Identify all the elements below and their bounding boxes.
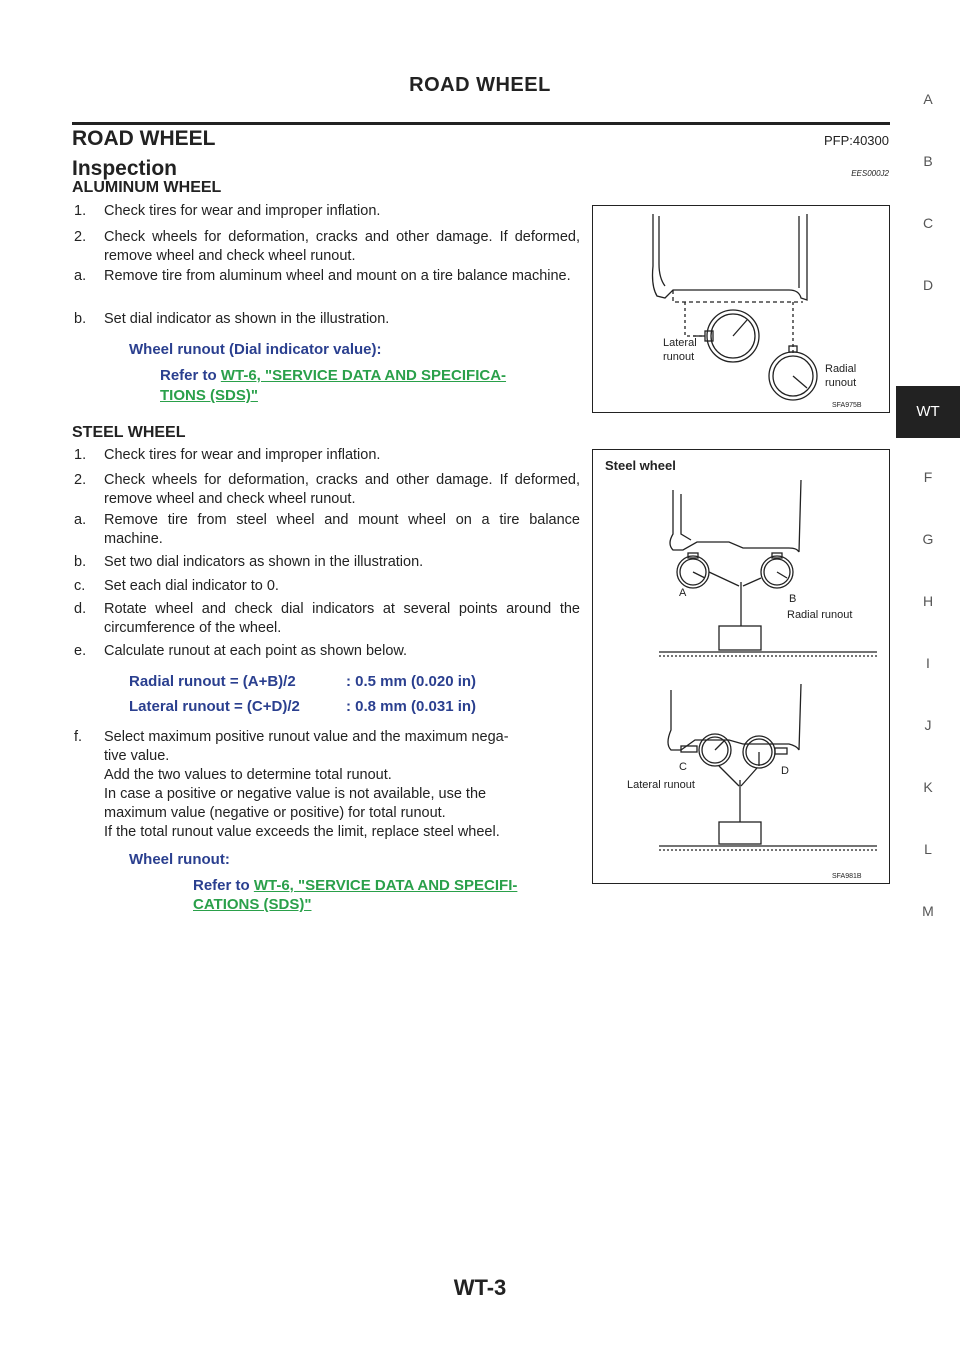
steel-step (74, 471, 582, 509)
step-label: b. (74, 311, 87, 327)
step-label: e. (74, 643, 87, 659)
index-tab-m[interactable]: M (922, 903, 934, 919)
step-label: b. (74, 554, 87, 570)
step-label: c. (74, 578, 86, 594)
step-text: Check wheels for deformation, cracks and other damage. If deformed, remove wheel and check wheel runout. (104, 229, 580, 264)
step-label: 1. (74, 447, 87, 463)
label-d: D (781, 765, 789, 777)
header-rule (72, 122, 890, 125)
index-tab-k[interactable]: K (923, 779, 933, 795)
step-f-line: If the total runout value exceeds the limit, replace steel wheel. (104, 824, 500, 840)
step-label: 2. (74, 472, 87, 488)
steel-step (74, 446, 582, 465)
aluminum-refer (160, 367, 506, 385)
steel-spec-label: Wheel runout: (129, 851, 230, 868)
aluminum-step (74, 228, 582, 266)
step-f-line: Add the two values to determine total runout. (104, 767, 392, 783)
index-tab-l[interactable]: L (924, 841, 932, 857)
step-text: Remove tire from aluminum wheel and mount on a tire balance machine. (104, 268, 571, 284)
step-label: a. (74, 268, 87, 284)
index-tab-i[interactable]: I (926, 655, 930, 671)
label-b: B (789, 593, 797, 605)
sds-link-continued[interactable]: CATIONS (SDS)" (193, 896, 312, 913)
step-text: Check wheels for deformation, cracks and other damage. If deformed, remove wheel and check wheel runout. (104, 472, 580, 507)
index-tab-f[interactable]: F (923, 469, 933, 485)
step-f-line: In case a positive or negative value is not available, use the (104, 786, 487, 802)
radial-label-1: Radial (825, 363, 857, 375)
steel-heading: STEEL WHEEL (72, 424, 186, 441)
aluminum-spec-label: Wheel runout (Dial indicator value): (129, 341, 382, 358)
step-text: Check tires for wear and improper inflation. (104, 447, 381, 463)
step-label: 1. (74, 203, 87, 219)
steel-step (74, 511, 582, 549)
step-label: 2. (74, 229, 87, 245)
index-tab-a[interactable]: A (923, 91, 933, 107)
index-tab-d[interactable]: D (922, 277, 934, 293)
figure-code: SFA981B (832, 873, 862, 880)
sds-link[interactable]: WT-6, "SERVICE DATA AND SPECIFI- (253, 877, 518, 894)
index-tab-b[interactable]: B (923, 153, 933, 169)
pfp-code: PFP:40300 (823, 133, 889, 148)
step-text: Set each dial indicator to 0. (104, 578, 279, 594)
step-text: Rotate wheel and check dial indicators at several points around the circumference of the wheel. (104, 601, 580, 636)
radial-runout-label: Radial runout (787, 609, 853, 621)
label-a: A (679, 587, 687, 599)
index-tab-g[interactable]: G (922, 531, 934, 547)
steel-wheel-illustration (593, 450, 889, 883)
refer-prefix: Refer to (160, 367, 221, 384)
lateral-value: : 0.8 mm (0.031 in) (346, 698, 477, 715)
sds-link[interactable]: WT-6, "SERVICE DATA AND SPECIFICA- (220, 367, 507, 384)
index-tab-j[interactable]: J (924, 717, 932, 733)
steel-wheel-figure (592, 449, 890, 884)
lateral-formula: Lateral runout = (C+D)/2 (129, 698, 300, 715)
active-tab-label: WT (916, 403, 940, 420)
lateral-label-1: Lateral (663, 337, 697, 349)
step-text: Set dial indicator as shown in the illustration. (104, 311, 390, 327)
steel-step (74, 553, 582, 572)
step-f-line: maximum value (negative or positive) for total runout. (104, 805, 446, 821)
section-title: ROAD WHEEL (72, 127, 216, 150)
figure-code: SFA975B (832, 402, 862, 409)
aluminum-step (74, 267, 582, 286)
index-tab-wt-active[interactable] (896, 386, 960, 438)
steel-figure-title: Steel wheel (605, 458, 676, 473)
step-text: Check tires for wear and improper inflation. (104, 203, 381, 219)
radial-formula: Radial runout = (A+B)/2 (129, 673, 296, 690)
index-tab-h[interactable]: H (922, 593, 934, 609)
steel-step (74, 600, 582, 638)
inspection-title: Inspection (72, 157, 178, 180)
step-label: a. (74, 512, 87, 528)
step-f-line: Select maximum positive runout value and the maximum nega- (104, 729, 509, 745)
aluminum-step (74, 310, 582, 329)
aluminum-step (74, 202, 582, 221)
step-label: f. (74, 729, 83, 745)
step-label: d. (74, 601, 87, 617)
step-text: Calculate runout at each point as shown below. (104, 643, 408, 659)
sds-link-continued[interactable]: TIONS (SDS)" (160, 387, 258, 404)
lateral-label-2: runout (663, 351, 695, 363)
aluminum-heading: ALUMINUM WHEEL (72, 179, 222, 196)
page-number: WT-3 (453, 1275, 507, 1300)
steel-step (74, 577, 582, 596)
running-header: ROAD WHEEL (409, 74, 551, 96)
step-text: Set two dial indicators as shown in the illustration. (104, 554, 424, 570)
aluminum-wheel-illustration (593, 206, 889, 412)
steel-step-f (74, 728, 582, 842)
radial-value: : 0.5 mm (0.020 in) (346, 673, 477, 690)
step-text (104, 728, 580, 842)
refer-prefix: Refer to (193, 877, 254, 894)
lateral-runout-label: Lateral runout (627, 779, 695, 791)
aluminum-wheel-figure (592, 205, 890, 413)
radial-label-2: runout (825, 377, 857, 389)
inspection-code: EES000J2 (851, 169, 889, 178)
step-f-line: tive value. (104, 748, 170, 764)
step-text: Remove tire from steel wheel and mount wheel on a tire balance machine. (104, 512, 580, 547)
steel-step (74, 642, 582, 661)
steel-refer (193, 877, 517, 895)
label-c: C (679, 761, 687, 773)
index-tab-c[interactable]: C (922, 215, 934, 231)
